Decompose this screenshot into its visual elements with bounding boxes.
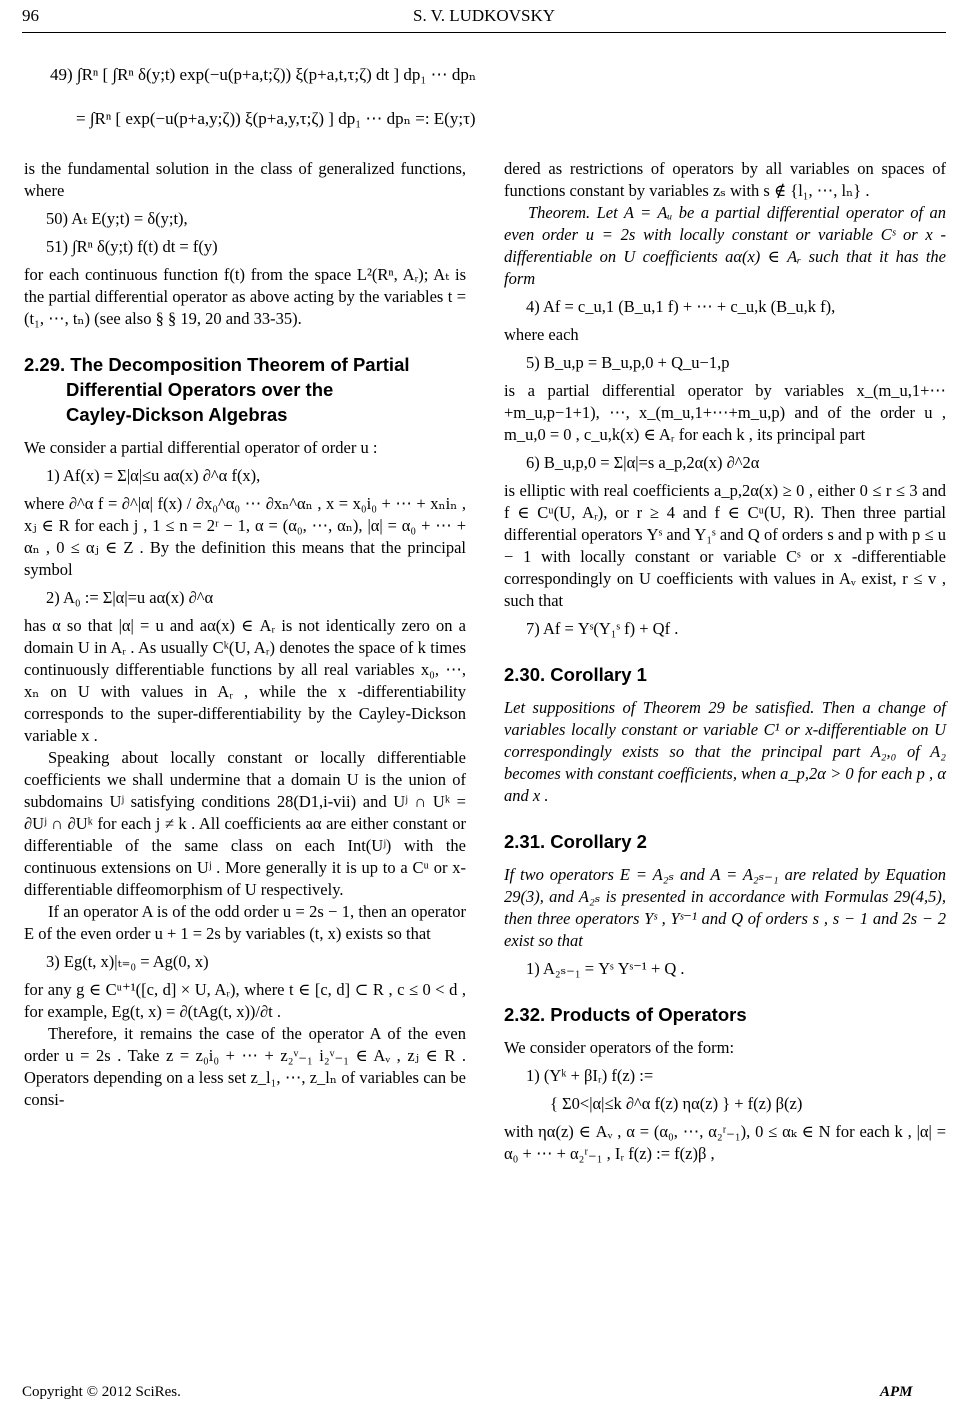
section-heading-2-31: 2.31. Corollary 2 [504, 831, 647, 852]
paragraph: Therefore, it remains the case of the operator A of the even order u = 2s . Take z = z₀i₀ + ⋯ + z₂ᵛ₋₁ i₂ᵛ₋₁ ∈ Aᵥ , zⱼ ∈ R . Operators depending on a less set z_l₁, ⋯, z_lₙ of variables can be consi- [24, 1024, 466, 1109]
corollary-2: If two operators E = A₂ₛ and A = A₂ₛ₋₁ are related by Equation 29(3), and A₂ₛ is presented in accordance with Formulas 29(4,5), then three operators Υˢ , Υˢ⁻¹ and Q of orders s , s − 1 and 2s − 2 exist so that [504, 865, 946, 950]
equation-51: 51) ∫Rⁿ δ(y;t) f(t) dt = f(y) [46, 237, 218, 256]
paragraph: where ∂^α f = ∂^|α| f(x) / ∂x₀^α₀ ⋯ ∂xₙ^αₙ , x = x₀i₀ + ⋯ + xₙiₙ , xⱼ ∈ R for each j , 1 ≤ n = 2ʳ − 1, α = (α₀, ⋯, αₙ), |α| = α₀ + ⋯ + αₙ , 0 ≤ αⱼ ∈ Z . By the definition this means that the principal symbol [24, 494, 466, 579]
equation-32-1b: { Σ0<|α|≤k ∂^α f(z) ηα(z) } + f(z) β(z) [550, 1094, 803, 1113]
paragraph: is a partial differential operator by variables x_(m_u,1+⋯+m_u,p−1+1), ⋯, x_(m_u,1+⋯+m_u,p) and of the order u , m_u,0 = 0 , c_u,k(x) ∈ Aᵣ for each k , its principal part [504, 381, 946, 444]
paragraph: is the fundamental solution in the class of generalized functions, where [24, 159, 466, 200]
section-heading-line: 2.29. The Decomposition Theorem of Partial [24, 354, 410, 375]
right-column [504, 158, 946, 1165]
running-header-author: S. V. LUDKOVSKY [412, 6, 555, 25]
paragraph: If an operator A is of the odd order u = 2s − 1, then an operator E of the even order u + 1 = 2s by variables (t, x) exists so that [24, 902, 466, 943]
section-heading-2-32: 2.32. Products of Operators [504, 1004, 747, 1025]
equation-49 [50, 66, 476, 154]
equation-3: 3) Eg(t, x)|ₜ₌₀ = Ag(0, x) [46, 952, 209, 971]
paragraph: with ηα(z) ∈ Aᵥ , α = (α₀, ⋯, α₂ʳ₋₁), 0 ≤ αₖ ∈ N for each k , |α| = α₀ + ⋯ + α₂ʳ₋₁ , Iᵣ f(z) := f(z)β , [504, 1122, 946, 1163]
journal-footer: APM [880, 1384, 913, 1400]
equation-50: 50) Aₜ E(y;t) = δ(y;t), [46, 209, 188, 228]
copyright-footer: Copyright © 2012 SciRes. [22, 1384, 181, 1400]
equation-31-1: 1) A₂ₛ₋₁ = Υˢ Υˢ⁻¹ + Q . [526, 959, 685, 978]
paragraph: for each continuous function f(t) from the space L²(Rⁿ, Aᵣ); Aₜ is the partial differential operator as above acting by the variables t = (t₁, ⋯, tₙ) (see also § § 19, 20 and 33-35). [24, 265, 466, 328]
equation-7: 7) Af = Υˢ(Υ₁ˢ f) + Qf . [526, 619, 679, 638]
theorem: Theorem. Let A = Aᵤ be a partial differential operator of an even order u = 2s with locally constant or variable Cˢ or x -differentiable on U coefficients aα(x) ∈ Aᵣ such that it has the form [504, 203, 946, 288]
paragraph: for any g ∈ Cᵘ⁺¹([c, d] × U, Aᵣ), where t ∈ [c, d] ⊂ R , c ≤ 0 < d , for example, Eg(t, x) = ∂(tAg(t, x))/∂t . [24, 980, 466, 1021]
equation-49-line-2: = ∫Rⁿ [ exp(−u(p+a,y;ζ)) ξ(p+a,y,τ;ζ) ] dp₁ ⋯ dpₙ =: E(y;τ) [76, 109, 476, 128]
equation-5: 5) B_u,p = B_u,p,0 + Q_u−1,p [526, 353, 730, 372]
corollary-1: Let suppositions of Theorem 29 be satisfied. Then a change of variables locally constant or variable C¹ or x-differentiable on U correspondingly exists so that the principal part A₂,₀ of A₂ becomes with constant coefficients, when a_p,2α > 0 for each p , α and x . [504, 698, 946, 805]
equation-32-1a: 1) (Υᵏ + βIᵣ) f(z) := [526, 1066, 654, 1085]
equation-6: 6) B_u,p,0 = Σ|α|=s a_p,2α(x) ∂^2α [526, 453, 760, 472]
paragraph: dered as restrictions of operators by all variables on spaces of functions constant by variables zₛ with s ∉ {l₁, ⋯, lₙ} . [504, 159, 946, 200]
section-heading-2-30: 2.30. Corollary 1 [504, 664, 647, 685]
paragraph: where each [504, 325, 579, 344]
section-heading-2-29 [24, 352, 466, 427]
paragraph: We consider a partial differential operator of order u : [24, 438, 378, 457]
section-heading-line: Differential Operators over the [66, 379, 334, 400]
section-heading-line: Cayley-Dickson Algebras [66, 404, 288, 425]
paragraph: is elliptic with real coefficients a_p,2α(x) ≥ 0 , either 0 ≤ r ≤ 3 and f ∈ Cᵘ(U, Aᵣ), or r ≥ 4 and f ∈ Cᵘ(U, R). Then three partial differential operators Υˢ and Υ₁ˢ and Q of orders s and p with p ≤ u − 1 with locally constant or variable Cˢ or x -differentiable correspondingly on U coefficients with values in Aᵥ exist, r ≤ v , such that [504, 481, 946, 610]
equation-2: 2) A₀ := Σ|α|=u aα(x) ∂^α [46, 588, 214, 607]
equation-1: 1) Af(x) = Σ|α|≤u aα(x) ∂^α f(x), [46, 466, 261, 485]
paragraph: We consider operators of the form: [504, 1038, 735, 1057]
equation-49-line-1: 49) ∫Rⁿ [ ∫Rⁿ δ(y;t) exp(−u(p+a,t;ζ)) ξ(p+a,t,τ;ζ) dt ] dp₁ ⋯ dpₙ [50, 65, 477, 84]
equation-4: 4) Af = c_u,1 (B_u,1 f) + ⋯ + c_u,k (B_u,k f), [526, 297, 836, 316]
paragraph: Speaking about locally constant or locally differentiable coefficients we shall undermine that a domain U is the union of subdomains Uʲ satisfying conditions 28(D1,i-vii) and Uʲ ∩ Uᵏ = ∂Uʲ ∩ ∂Uᵏ for each j ≠ k . All coefficients aα are either constant or differentiable of the same class on each Int(Uʲ) with the continuous extensions on Uʲ . More generally it is up to a Cᵘ or x-differentiable diffeomorphism of U respectively. [24, 748, 466, 899]
page-number: 96 [22, 6, 39, 25]
paragraph: has α so that |α| = u and aα(x) ∈ Aᵣ is not identically zero on a domain U in Aᵣ . As usually Cᵏ(U, Aᵣ) denotes the space of k times continuously differentiable functions by all real variables x₀, ⋯, xₙ on U with values in Aᵣ , while the x -differentiability corresponds to the super-differentiability by the Cayley-Dickson variable x . [24, 616, 466, 745]
left-column [24, 158, 466, 1111]
header-rule [22, 32, 946, 33]
